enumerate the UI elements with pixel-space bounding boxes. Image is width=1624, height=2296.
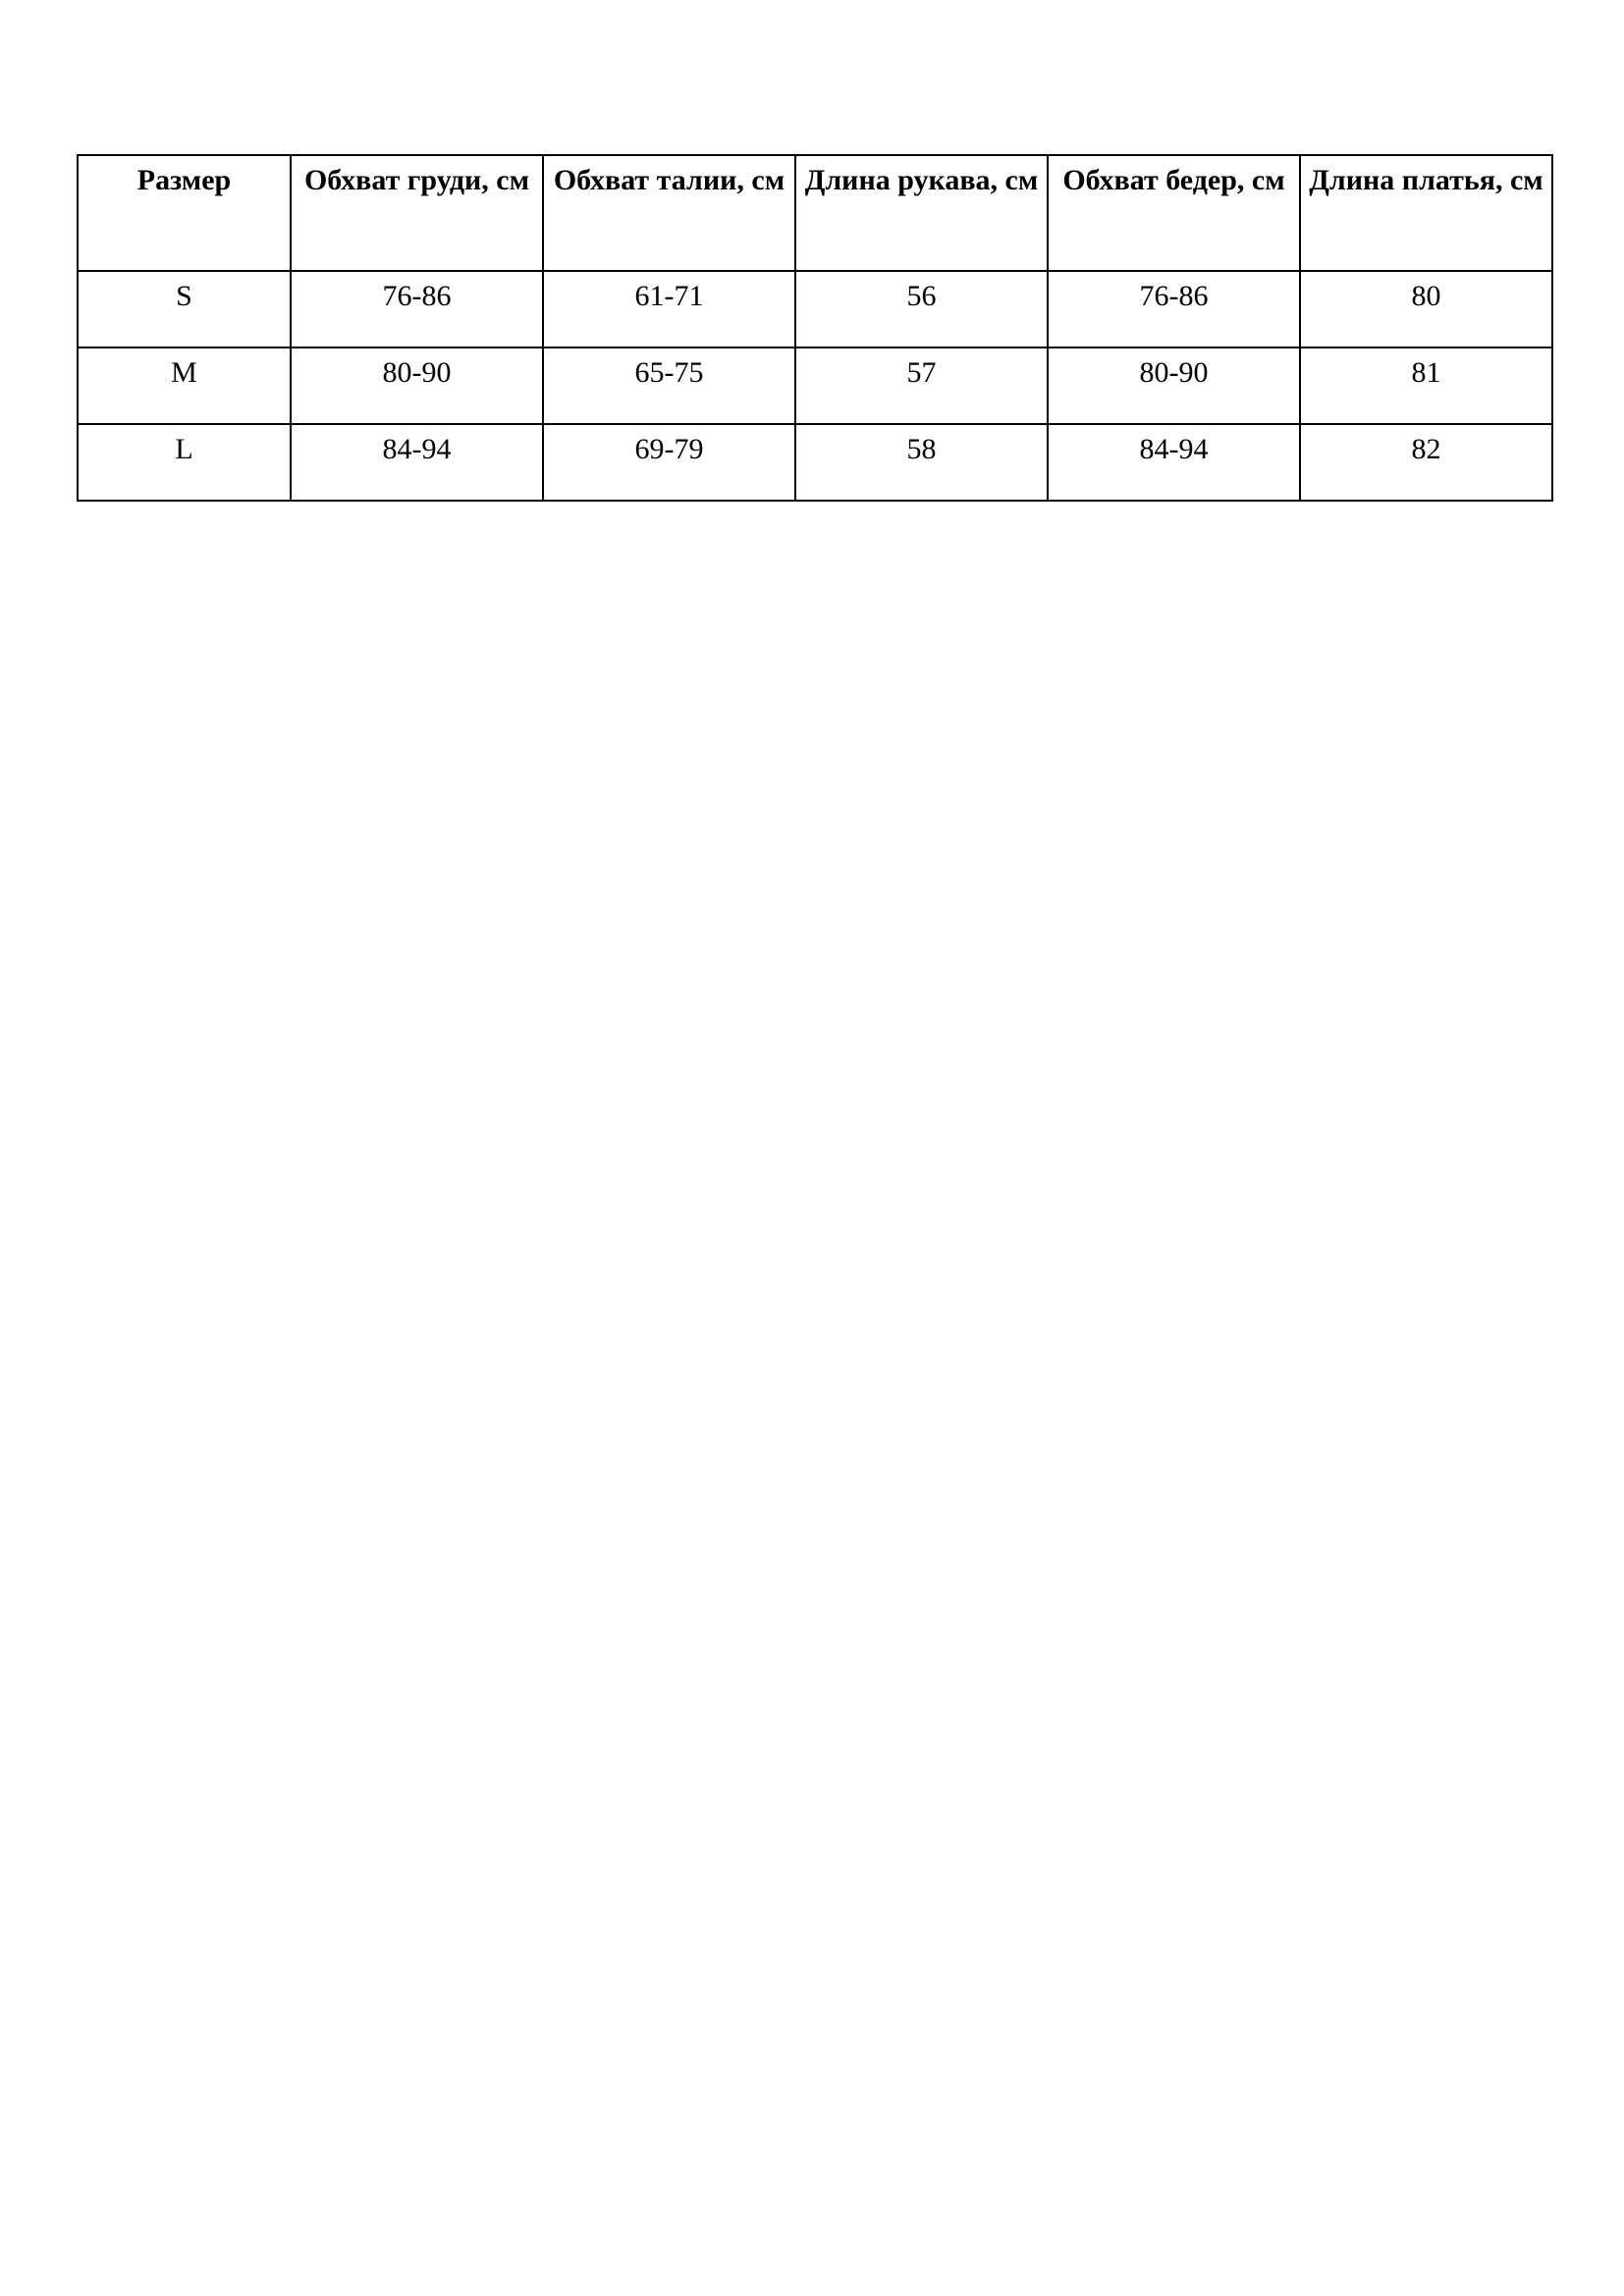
table-cell: 57 (795, 347, 1048, 424)
table-cell: 82 (1300, 424, 1552, 501)
table-row (78, 271, 1552, 347)
table-cell: 81 (1300, 347, 1552, 424)
table-cell: S (78, 271, 291, 347)
table-cell: 69-79 (543, 424, 795, 501)
size-chart-table (77, 154, 1553, 502)
header-size: Размер (78, 155, 291, 271)
table-cell: L (78, 424, 291, 501)
table-row (78, 424, 1552, 501)
table-cell: 58 (795, 424, 1048, 501)
table-cell: 65-75 (543, 347, 795, 424)
header-hips: Обхват бедер, см (1048, 155, 1300, 271)
table-cell: 76-86 (291, 271, 543, 347)
table-cell: M (78, 347, 291, 424)
table-cell: 80-90 (291, 347, 543, 424)
table-cell: 84-94 (1048, 424, 1300, 501)
table-row (78, 347, 1552, 424)
table-cell: 80 (1300, 271, 1552, 347)
table-cell: 76-86 (1048, 271, 1300, 347)
header-chest: Обхват груди, см (291, 155, 543, 271)
header-sleeve: Длина рукава, см (795, 155, 1048, 271)
table-cell: 56 (795, 271, 1048, 347)
table-cell: 80-90 (1048, 347, 1300, 424)
header-dress-length: Длина платья, см (1300, 155, 1552, 271)
table-cell: 61-71 (543, 271, 795, 347)
header-waist: Обхват талии, см (543, 155, 795, 271)
table-header-row (78, 155, 1552, 271)
table-cell: 84-94 (291, 424, 543, 501)
